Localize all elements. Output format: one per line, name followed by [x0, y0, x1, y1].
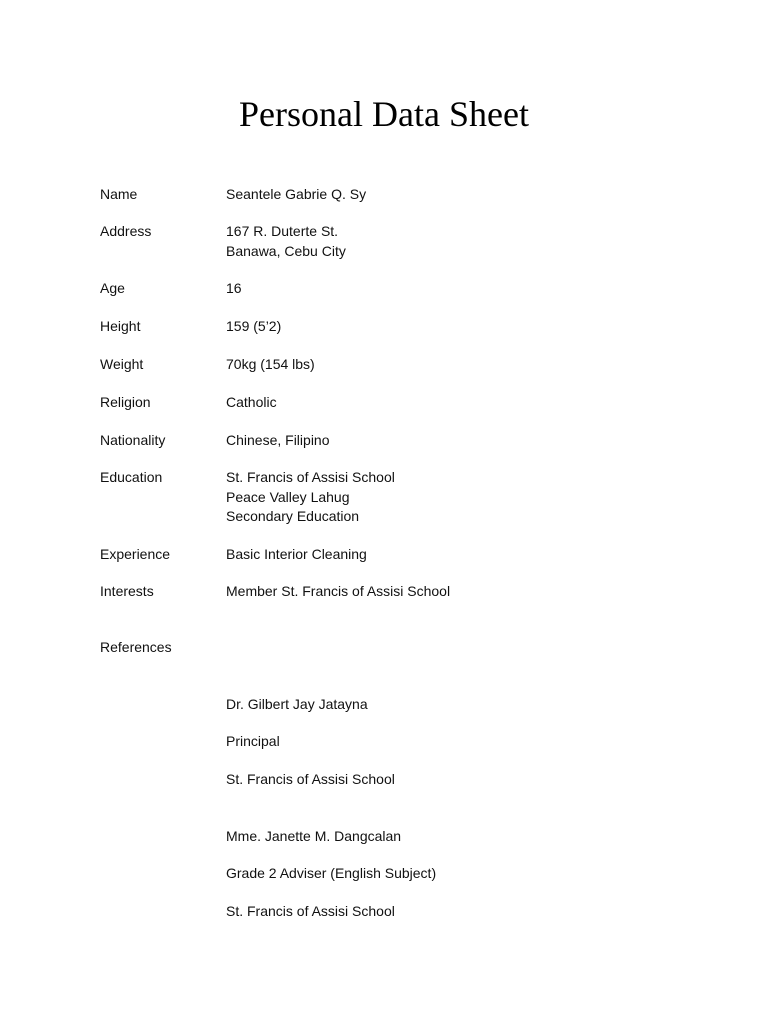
experience-value: Basic Interior Cleaning: [226, 546, 367, 562]
education-value: [226, 468, 395, 527]
interests-label: Interests: [100, 583, 154, 599]
education-label: Education: [100, 469, 163, 485]
education-line: St. Francis of Assisi School: [226, 469, 395, 485]
address-line: 167 R. Duterte St.: [226, 223, 339, 239]
reference-name: Mme. Janette M. Dangcalan: [226, 828, 402, 844]
name-value: Seantele Gabrie Q. Sy: [226, 186, 367, 202]
education-line: Secondary Education: [226, 508, 360, 524]
reference-position: Principal: [226, 733, 280, 749]
reference-school: St. Francis of Assisi School: [226, 903, 395, 919]
name-label: Name: [100, 186, 138, 202]
references-label: References: [100, 639, 172, 655]
weight-label: Weight: [100, 356, 144, 372]
height-value: 159 (5’2): [226, 318, 282, 334]
weight-value: 70kg (154 lbs): [226, 356, 315, 372]
interests-value: Member St. Francis of Assisi School: [226, 583, 451, 599]
religion-label: Religion: [100, 394, 151, 410]
nationality-label: Nationality: [100, 432, 166, 448]
nationality-value: Chinese, Filipino: [226, 432, 330, 448]
address-label: Address: [100, 223, 152, 239]
experience-label: Experience: [100, 546, 171, 562]
age-value: 16: [226, 280, 242, 296]
reference-position: Grade 2 Adviser (English Subject): [226, 865, 437, 881]
reference-name: Dr. Gilbert Jay Jatayna: [226, 696, 368, 712]
page-title: Personal Data Sheet: [239, 94, 529, 134]
height-label: Height: [100, 318, 141, 334]
address-value: [226, 222, 346, 261]
religion-value: Catholic: [226, 394, 277, 410]
education-line: Peace Valley Lahug: [226, 488, 350, 505]
address-line: Banawa, Cebu City: [226, 242, 346, 259]
age-label: Age: [100, 280, 125, 296]
reference-school: St. Francis of Assisi School: [226, 771, 395, 787]
